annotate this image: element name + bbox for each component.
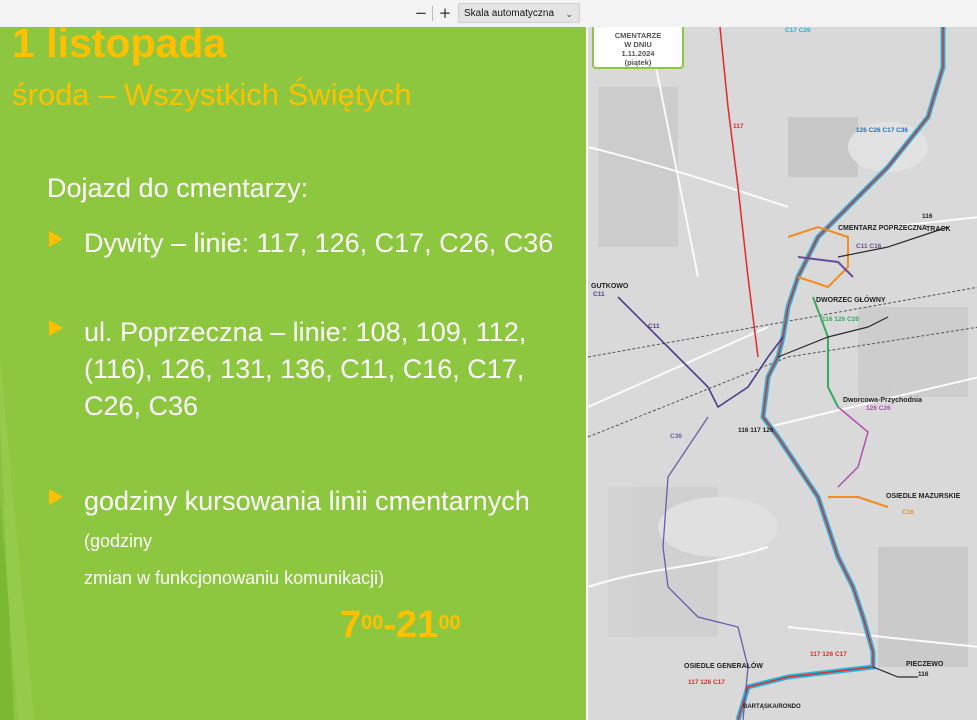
- map-label-mid-lines: 117 126 C17: [810, 651, 847, 658]
- map-label-pieczewo-line: 116: [918, 671, 929, 678]
- map-graphic: [588, 27, 977, 720]
- hours-start-sup: 00: [361, 612, 384, 634]
- map-label-dworzec: DWORZEC GŁÓWNY: [816, 297, 886, 304]
- map-label-osiedle-mazurskie: OSIEDLE MAZURSKIE: [886, 493, 961, 500]
- map-legend: [592, 27, 684, 69]
- map-label-gutkowo: GUTKOWO: [591, 283, 629, 290]
- slide-panel: [0, 27, 586, 720]
- service-hours: [340, 603, 461, 647]
- map-label-line-c11: C11: [648, 323, 660, 330]
- map-label-line-c36: C36: [670, 433, 682, 440]
- map-label-gutkowo-line: C11: [593, 291, 605, 298]
- map-label-mazurskie-line: C16: [902, 509, 914, 516]
- intro-text: Dojazd do cmentarzy:: [47, 173, 309, 203]
- toolbar-divider: [432, 6, 433, 21]
- map-label-line-116: 116: [922, 213, 933, 220]
- bullet-arrow-icon: [49, 320, 63, 336]
- chevron-down-icon: ⌄: [565, 9, 573, 19]
- legend-line: (piątek): [624, 58, 652, 67]
- map-label-line-117: 117: [733, 123, 744, 130]
- map-label-side-lines: 116 117 126: [738, 427, 774, 434]
- map-label-bottom: BARTĄSKA/RONDO: [743, 704, 801, 710]
- map-label-cm-poprzeczna: CMENTARZ POPRZECZNA: [838, 225, 927, 232]
- hours-end-sup: 00: [438, 612, 461, 634]
- zoom-out-button[interactable]: −: [414, 4, 428, 22]
- hours-start: 7: [340, 604, 362, 646]
- zoom-select[interactable]: [458, 3, 580, 23]
- legend-line: W DNIU: [624, 40, 652, 49]
- map-label-dworzec-lines: 116 126 C26: [822, 316, 859, 323]
- hours-end: 21: [396, 604, 439, 646]
- map-label-cm-lines: C11 C16: [856, 243, 882, 250]
- legend-line: CMENTARZE: [614, 31, 662, 40]
- slide-subtitle: środa – Wszystkich Świętych: [12, 77, 412, 112]
- bullet-hours-main: godziny kursowania linii cmentarnych: [84, 486, 530, 516]
- map-label-przychodnia: Dworcowa-Przychodnia: [843, 397, 922, 404]
- bullet-text: ul. Poprzeczna – linie: 108, 109, 112, (116), 126, 131, 136, C11, C16, C17, C26, C36: [84, 317, 527, 421]
- zoom-in-button[interactable]: +: [438, 4, 452, 22]
- map-label-top-lines: C17 C26: [785, 27, 811, 34]
- bullet-text: [84, 483, 564, 594]
- map-label-pieczewo: PIECZEWO: [906, 661, 944, 668]
- map-label-route-lines: 126 C26 C17 C36: [856, 127, 909, 134]
- map-label-przychodnia-lines: 126 C26: [866, 405, 891, 412]
- bullet-hours-note-a: (godziny: [84, 531, 153, 551]
- bullet-arrow-icon: [49, 231, 63, 247]
- map-label-track: TRACK: [926, 226, 951, 233]
- route-map: [586, 27, 977, 720]
- slide-title: 1 listopada: [12, 27, 227, 66]
- map-label-osiedle-generalow: OSIEDLE GENERAŁÓW: [684, 663, 763, 670]
- bullet-text: Dywity – linie: 117, 126, C17, C26, C36: [84, 228, 554, 258]
- pdf-toolbar: [0, 0, 977, 28]
- bullet-hours-note-b: zmian w funkcjonowaniu komunikacji): [84, 568, 385, 588]
- zoom-select-value: Skala automatyczna: [464, 8, 555, 19]
- hours-separator: -: [383, 604, 397, 646]
- legend-line: 1.11.2024: [621, 49, 655, 58]
- map-label-generalow-lines: 117 126 C17: [688, 679, 725, 686]
- bullet-arrow-icon: [49, 489, 63, 505]
